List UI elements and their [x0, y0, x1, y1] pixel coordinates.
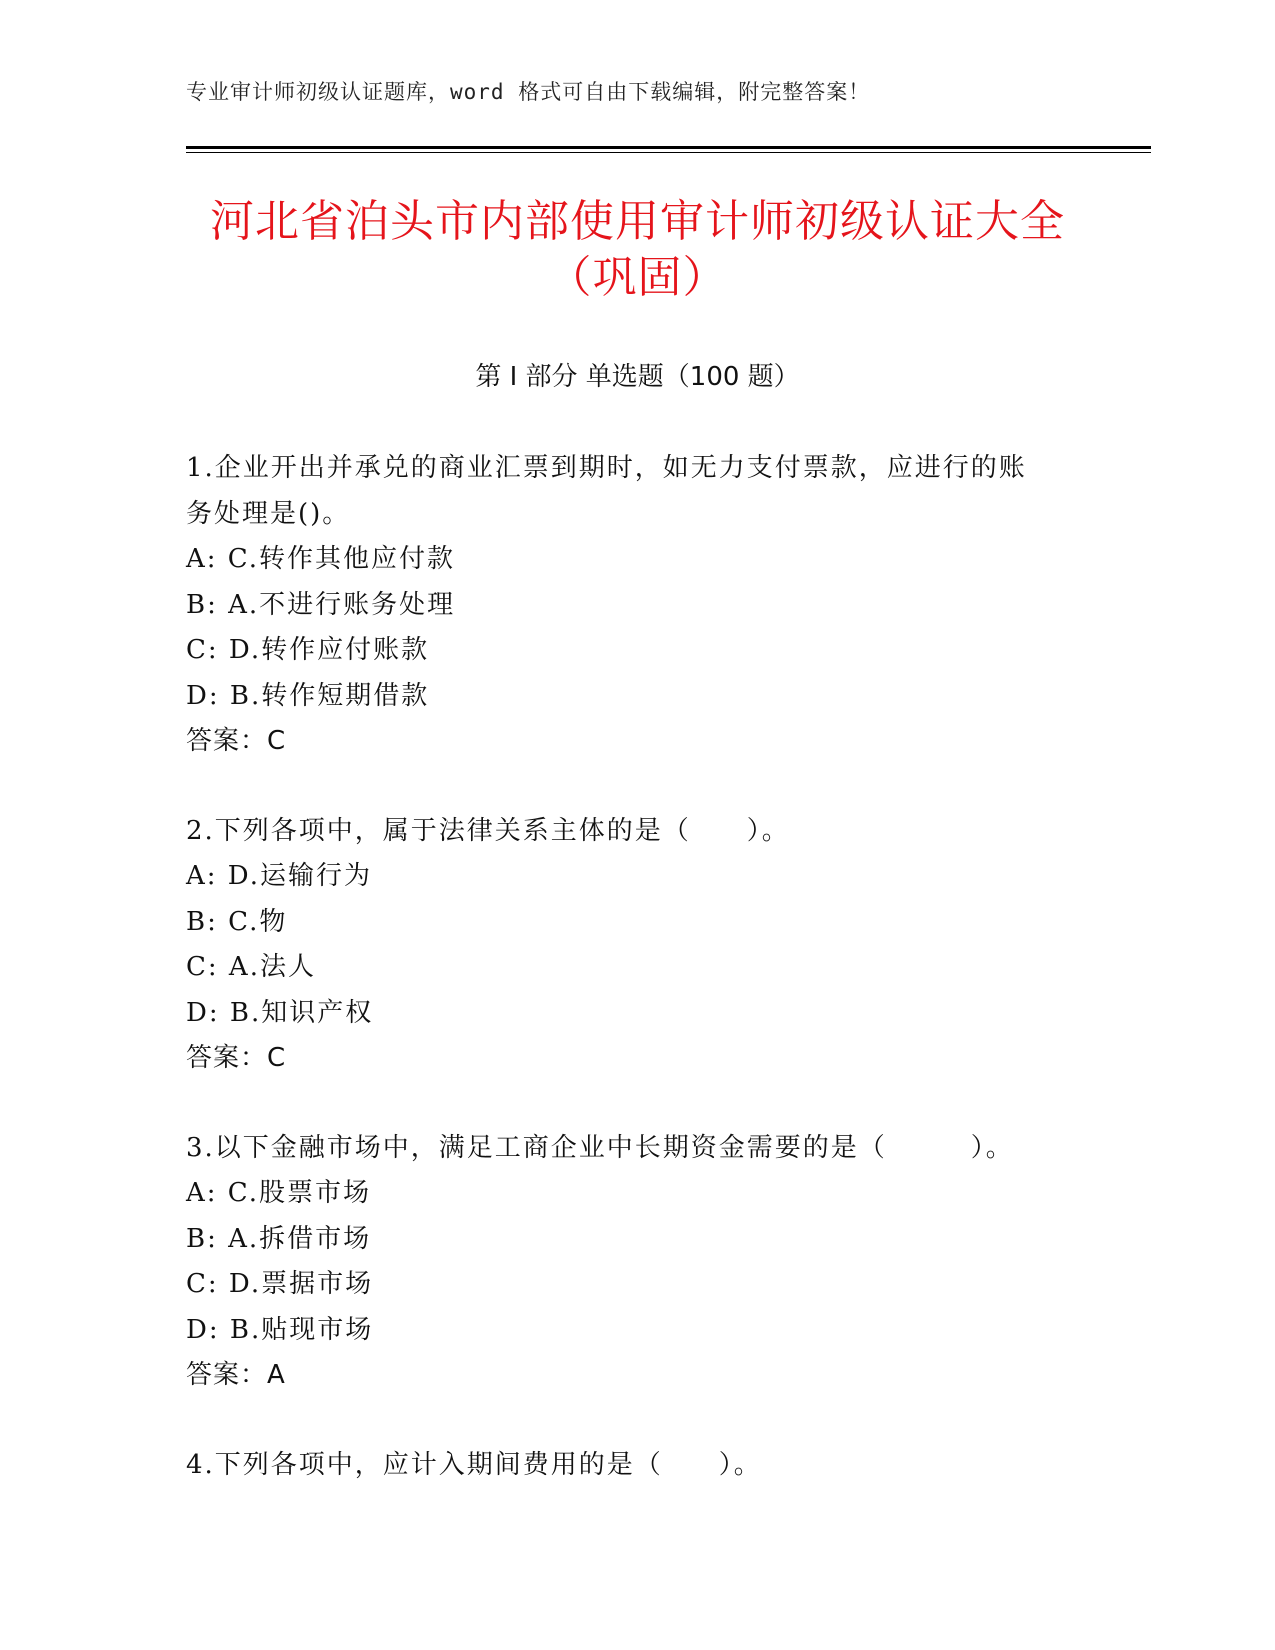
question-1: [186, 446, 1076, 765]
option-c: C: D.票据市场: [186, 1269, 374, 1299]
header-note: 专业审计师初级认证题库，word 格式可自由下载编辑，附完整答案！: [186, 80, 871, 104]
question-4: [186, 1443, 1076, 1489]
option-c: C: D.转作应付账款: [186, 635, 430, 665]
document-title: [0, 194, 1275, 306]
question-text: 3.以下金融市场中，满足工商企业中长期资金需要的是（ ）。: [186, 1132, 1014, 1163]
document-title-line-1: 河北省泊头市内部使用审计师初级认证大全: [210, 196, 1065, 247]
question-text: 4.下列各项中，应计入期间费用的是（ ）。: [186, 1449, 762, 1480]
header-rule-thin: [186, 152, 1151, 153]
section-title: 第 I 部分 单选题（100 题）: [475, 362, 800, 392]
option-b: B: A.不进行账务处理: [186, 589, 456, 620]
option-a: A: C.转作其他应付款: [186, 544, 456, 574]
question-2: [186, 809, 1076, 1082]
option-b: B: C.物: [186, 906, 288, 937]
option-d: D: B.转作短期借款: [186, 680, 430, 711]
document-title-line-2: （巩固）: [547, 252, 728, 303]
option-b: B: A.拆借市场: [186, 1223, 372, 1254]
option-c: C: A.法人: [186, 952, 316, 982]
header-rule-thick: [186, 146, 1151, 149]
option-a: A: D.运输行为: [186, 861, 372, 891]
answer: 答案：C: [186, 726, 287, 756]
question-text: 1.企业开出并承兑的商业汇票到期时，如无力支付票款，应进行的账: [186, 453, 1027, 483]
answer: 答案：C: [186, 1043, 287, 1073]
option-a: A: C.股票市场: [186, 1178, 372, 1208]
option-d: D: B.贴现市场: [186, 1314, 374, 1345]
option-d: D: B.知识产权: [186, 997, 374, 1028]
answer: 答案：A: [186, 1360, 286, 1390]
question-text: 2.下列各项中，属于法律关系主体的是（ ）。: [186, 815, 790, 846]
question-3: [186, 1126, 1076, 1399]
question-text: 务处理是()。: [186, 498, 351, 529]
question-list: [186, 446, 1076, 1532]
